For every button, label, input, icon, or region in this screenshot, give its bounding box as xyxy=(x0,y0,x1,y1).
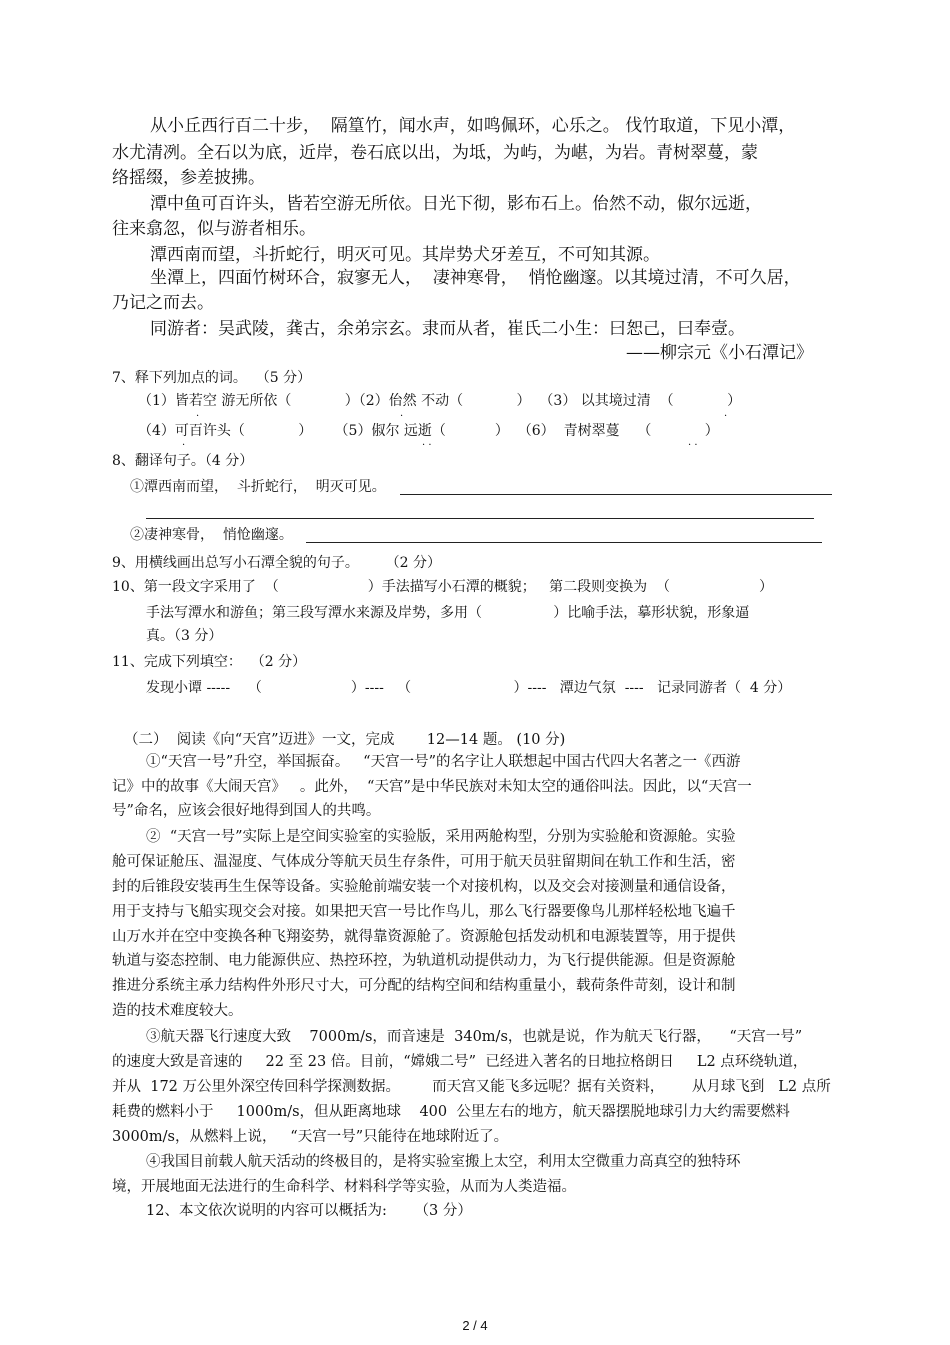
part2-line-7: 用于支持与飞船实现交会对接。如果把天宫一号比作鸟儿，那么飞行器要像鸟儿那样轻松地飞遍千 xyxy=(112,904,736,920)
page-number: 2 / 4 xyxy=(462,1318,488,1333)
part2-line-4: ② “天宫一号”实际上是空间实验室的实验版，采用两舱构型，分别为实验舱和资源舱。实验 xyxy=(146,829,736,845)
part2-line-12: ③航天器飞行速度大致 7000m/s，而音速是 340m/s，也就是说，作为航天飞行器， “天宫一号” xyxy=(146,1029,803,1045)
q9-text: 9、用横线画出总写小石潭全貌的句子。 （2 分） xyxy=(112,555,441,571)
part2-line-1: ①“天宫一号”升空，举国振奋。 “天宫一号”的名字让人联想起中国古代四大名著之一《西游 xyxy=(146,754,741,770)
classical-line-7: 坐潭上，四面竹树环合，寂寥无人， 凄神寒骨， 悄怆幽邃。以其境过清，不可久居， xyxy=(150,268,801,288)
q8-sentence-1: ①潭西南而望， 斗折蛇行， 明灭可见。 xyxy=(130,479,386,495)
part2-intro: （二） 阅读《向“天宫”迈进》一文，完成 12—14 题。 (10 分) xyxy=(124,732,566,748)
q12-text: 12、本文依次说明的内容可以概括为: （3 分） xyxy=(146,1203,472,1219)
q8-sentence-2: ②凄神寒骨， 悄怆幽邃。 xyxy=(130,527,293,543)
emphasis-dots: · · xyxy=(688,440,698,451)
q10-line-1: 10、第一段文字采用了 （ ）手法描写小石潭的概貌； 第二段则变换为 （ ） xyxy=(112,579,773,595)
classical-line-3: 络摇缀，参差披拂。 xyxy=(112,168,265,188)
classical-line-4: 潭中鱼可百许头，皆若空游无所依。日光下彻，影布石上。佁然不动，俶尔远逝， xyxy=(150,194,762,214)
part2-line-18: 境，开展地面无法进行的生命科学、材料科学等实验，从而为人类造福。 xyxy=(112,1179,576,1195)
part2-line-13: 的速度大致是音速的 22 至 23 倍。目前，“嫦娥二号” 已经进入著名的日地拉格朗日 L2 点环绕轨道， xyxy=(112,1054,808,1070)
part2-line-11: 造的技术难度较大。 xyxy=(112,1003,243,1019)
classical-line-1: 从小丘西行百二十步， 隔篁竹，闻水声，如鸣佩环，心乐之。 伐竹取道，下见小潭， xyxy=(150,116,796,136)
part2-line-9: 轨道与姿态控制、电力能源供应、热控环控，为轨道机动提供动力，为飞行提供能源。但是资源舱 xyxy=(112,953,736,969)
emphasis-dots: · xyxy=(400,411,404,422)
q11-flow: 发现小谭 ----- （ ）---- （ ）---- 潭边气氛 ---- 记录同游者（ 4 分） xyxy=(146,680,792,696)
part2-line-17: ④我国目前载人航天活动的终极目的，是将实验室搬上太空，利用太空微重力高真空的独特环 xyxy=(146,1154,741,1170)
answer-line[interactable] xyxy=(146,518,814,519)
emphasis-dots: · xyxy=(196,411,200,422)
emphasis-dots: · xyxy=(724,411,728,422)
answer-line[interactable] xyxy=(306,542,822,543)
classical-line-8: 乃记之而去。 xyxy=(112,293,214,313)
part2-line-15: 耗费的燃料小于 1000m/s，但从距离地球 400 公里左右的地方，航天器摆脱地球引力大约需要燃料 xyxy=(112,1104,790,1120)
part2-line-8: 山万水并在空中变换各种飞翔姿势，就得靠资源舱了。资源舱包括发动机和电源装置等，用于提供 xyxy=(112,929,736,945)
classical-line-9: 同游者：吴武陵，龚古，余弟宗玄。隶而从者，崔氏二小生：曰恕己，曰奉壹。 xyxy=(150,319,745,339)
part2-line-6: 封的后锥段安装再生生保等设备。实验舱前端安装一个对接机构，以及交会对接测量和通信设备， xyxy=(112,879,736,895)
q7-row-2: （4）可百许头（ ） （5）俶尔 远逝（ ） （6） 青树翠蔓 （ ） xyxy=(138,423,719,439)
classical-line-5: 往来翕忽，似与游者相乐。 xyxy=(112,219,316,239)
part2-line-14: 并从 172 万公里外深空传回科学探测数据。 而天宫又能飞多远呢？据有关资料， 从月球飞到 L2 点所 xyxy=(112,1079,831,1095)
q7-title: 7、释下列加点的词。 （5 分） xyxy=(112,370,312,386)
part2-line-2: 记》中的故事《大闹天宫》 。此外， “天宫”是中华民族对未知太空的通俗叫法。因此，以“天宫一 xyxy=(112,779,752,795)
q7-row-1: （1）皆若空 游无所依（ ）（2）佁然 不动（ ） （3） 以其境过清 （ ） xyxy=(138,393,742,409)
answer-line[interactable] xyxy=(400,494,832,495)
part2-line-3: 号”命名，应该会很好地得到国人的共鸣。 xyxy=(112,803,381,819)
q10-line-2: 手法写潭水和游鱼；第三段写潭水来源及岸势，多用（ ）比喻手法，摹形状貌，形象逼 xyxy=(146,605,750,621)
emphasis-dots: · · xyxy=(422,440,432,451)
attribution: ——柳宗元《小石潭记》 xyxy=(626,343,813,363)
classical-line-2: 水尤清冽。全石以为底，近岸，卷石底以出，为坻，为屿，为嵁，为岩。青树翠蔓，蒙 xyxy=(112,143,758,163)
emphasis-dots: · xyxy=(182,440,186,451)
q10-line-3: 真。（3 分） xyxy=(146,628,223,644)
part2-line-10: 推进分系统主承力结构件外形尺寸大，可分配的结构空间和结构重量小，载荷条件苛刻，设计和制 xyxy=(112,978,736,994)
part2-line-16: 3000m/s，从燃料上说， “天宫一号”只能待在地球附近了。 xyxy=(112,1129,509,1145)
q11-title: 11、完成下列填空： （2 分） xyxy=(112,654,307,670)
q8-title: 8、翻译句子。（4 分） xyxy=(112,453,254,469)
classical-line-6: 潭西南而望，斗折蛇行，明灭可见。其岸势犬牙差互，不可知其源。 xyxy=(150,245,660,265)
part2-line-5: 舱可保证舱压、温湿度、气体成分等航天员生存条件，可用于航天员驻留期间在轨工作和生活，密 xyxy=(112,854,736,870)
